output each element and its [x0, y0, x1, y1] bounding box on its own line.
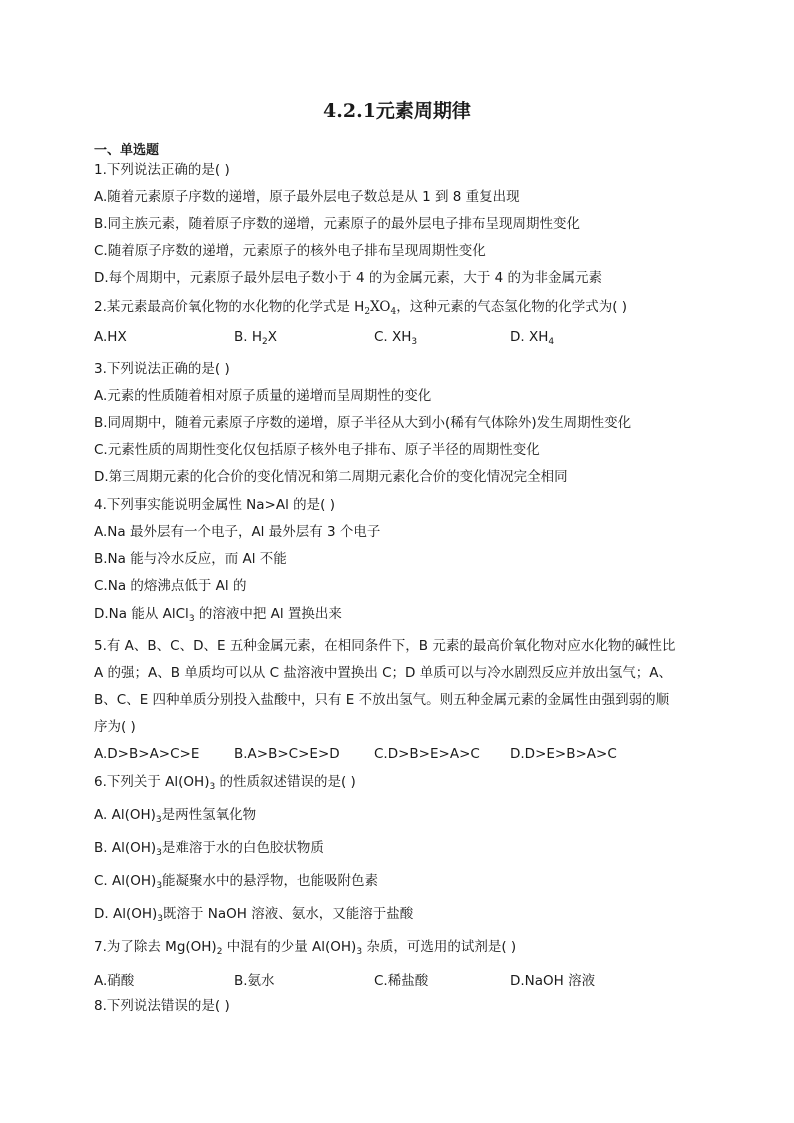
- q3-option-d: D.第三周期元素的化合价的变化情况和第二周期元素化合价的变化情况完全相同: [94, 469, 568, 485]
- q4-option-d: D.Na 能从 AlCl$_3$ 的溶液中把 Al 置换出来: [94, 606, 342, 624]
- q2-option-c: C. $XH_3$: [374, 329, 418, 347]
- q5-option-b: B.A>B>C>E>D: [234, 746, 340, 762]
- q1-option-b: B.同主族元素，随着原子序数的递增，元素原子的最外层电子排布呈现周期性变化: [94, 216, 581, 232]
- section-heading: 一、单选题: [94, 143, 160, 158]
- q1-option-a: A.随着元素原子序数的递增，原子最外层电子数总是从 1 到 8 重复出现: [94, 189, 520, 205]
- q7-option-a: A.硝酸: [94, 973, 135, 989]
- q8-stem: 8.下列说法错误的是( ): [94, 998, 230, 1014]
- document-title: 4.2.1元素周期律: [323, 100, 471, 122]
- q5-option-c: C.D>B>E>A>C: [374, 746, 480, 762]
- q5-options: [94, 746, 714, 764]
- q6-option-d: D. $Al(OH)_3$既溶于 NaOH 溶液、氨水，又能溶于盐酸: [94, 906, 414, 924]
- q1-stem: 1.下列说法正确的是( ): [94, 162, 230, 178]
- q5-stem-line-1: 5.有 A、B、C、D、E 五种金属元素，在相同条件下，B 元素的最高价氧化物对应水化物的碱性比: [94, 638, 676, 654]
- q6-option-a: A. $Al(OH)_3$是两性氢氧化物: [94, 807, 257, 825]
- q3-option-a: A.元素的性质随着相对原子质量的递增而呈周期性的变化: [94, 388, 432, 404]
- q5-option-a: A.D>B>A>C>E: [94, 746, 200, 762]
- q4-stem: 4.下列事实能说明金属性 Na>Al 的是( ): [94, 497, 335, 513]
- q4-option-c: C.Na 的熔沸点低于 Al 的: [94, 578, 247, 594]
- q2-stem: 2.某元素最高价氧化物的水化物的化学式是 $H_2XO_4$，这种元素的气态氢化物的化学式为( ): [94, 299, 628, 317]
- q2-options: [94, 329, 714, 347]
- q5-option-d: D.D>E>B>A>C: [510, 746, 617, 762]
- q3-stem: 3.下列说法正确的是( ): [94, 361, 230, 377]
- q5-stem-line-4: 序为( ): [94, 719, 136, 735]
- q7-option-d: D.NaOH 溶液: [510, 973, 596, 989]
- q7-options: [94, 969, 714, 987]
- q1-option-c: C.随着原子序数的递增，元素原子的核外电子排布呈现周期性变化: [94, 243, 486, 259]
- q6-option-b: B. $Al(OH)_3$是难溶于水的白色胶状物质: [94, 840, 324, 858]
- q2-option-b: B. $H_2X$: [234, 329, 277, 347]
- q2-option-d: D. $XH_4$: [510, 329, 555, 347]
- q6-option-c: C. $Al(OH)_3$能凝聚水中的悬浮物，也能吸附色素: [94, 873, 379, 891]
- q5-stem-line-3: B、C、E 四种单质分别投入盐酸中，只有 E 不放出氢气。则五种金属元素的金属性由强到弱的顺: [94, 692, 670, 708]
- q4-option-b: B.Na 能与冷水反应，而 Al 不能: [94, 551, 287, 567]
- q3-option-c: C.元素性质的周期性变化仅包括原子核外电子排布、原子半径的周期性变化: [94, 442, 540, 458]
- q7-stem: 7.为了除去 $Mg(OH)_2$ 中混有的少量 $Al(OH)_3$ 杂质，可选用的试剂是( ): [94, 939, 517, 957]
- q7-option-b: B.氨水: [234, 973, 275, 989]
- q1-option-d: D.每个周期中，元素原子最外层电子数小于 4 的为金属元素，大于 4 的为非金属元素: [94, 270, 603, 286]
- q6-stem: 6.下列关于 $Al(OH)_3$ 的性质叙述错误的是( ): [94, 774, 356, 792]
- q4-option-a: A.Na 最外层有一个电子，Al 最外层有 3 个电子: [94, 524, 381, 540]
- q3-option-b: B.同周期中，随着元素原子序数的递增，原子半径从大到小(稀有气体除外)发生周期性变化: [94, 415, 632, 431]
- q5-stem-line-2: A 的强；A、B 单质均可以从 C 盐溶液中置换出 C；D 单质可以与冷水剧烈反应并放出氢气；A、: [94, 665, 672, 681]
- q2-option-a: A.HX: [94, 329, 127, 345]
- q7-option-c: C.稀盐酸: [374, 973, 429, 989]
